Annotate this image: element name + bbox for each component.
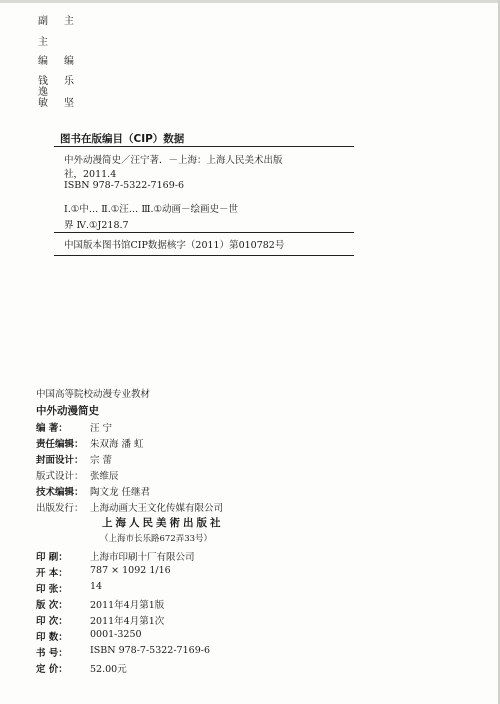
staff-row6-label: 敏 [38, 98, 48, 109]
staff-row4-name: 乐 [64, 76, 74, 87]
edition-value: 2011年4月第1版 [90, 600, 165, 611]
cip-bottom-rule [54, 255, 354, 256]
price-value: 52.00元 [90, 664, 127, 675]
cip-line-1: 中外动漫简史／汪宁著．－上海：上海人民美术出版 [64, 155, 283, 166]
cip-line-3: ISBN 978-7-5322-7169-6 [64, 180, 184, 191]
editor-value: 朱双海 潘 虹 [90, 439, 144, 450]
sheets-label: 印 张： [36, 584, 68, 595]
impression-value: 2011年4月第1次 [90, 616, 165, 627]
cip-line-4: Ⅰ.①中… Ⅱ.①汪… Ⅲ.①动画－绘画史－世 [64, 204, 239, 215]
author-label: 编 著： [36, 423, 68, 434]
format-label: 开 本： [36, 568, 68, 579]
staff-row6-name: 坚 [64, 98, 74, 109]
staff-row5-label: 逸 [38, 87, 48, 98]
publisher-address: （上海市长乐路672弄33号） [100, 534, 213, 544]
publisher-label: 出版发行： [36, 503, 84, 514]
sheets-value: 14 [90, 581, 103, 592]
impression-label: 印 次： [36, 616, 68, 627]
printer-label: 印 刷： [36, 552, 68, 563]
cover-design-value: 宗 蕾 [90, 455, 113, 466]
staff-row1-name: 主 [64, 16, 74, 27]
series-name: 中国高等院校动漫专业教材 [36, 389, 151, 400]
cip-title: 图书在版编目（CIP）数据 [60, 133, 185, 145]
tech-editor-value: 陶文龙 任继君 [90, 487, 151, 498]
isbn-value: ISBN 978-7-5322-7169-6 [90, 645, 210, 656]
author-value: 汪 宁 [90, 423, 113, 434]
publisher-seal-name: 上海人民美術出版社 [102, 517, 224, 529]
format-value: 787 × 1092 1/16 [90, 565, 171, 576]
staff-row4-label: 钱 [38, 76, 48, 87]
staff-row3-name: 编 [64, 56, 74, 67]
copies-value: 0001-3250 [90, 629, 142, 640]
staff-row3-label: 编 [38, 56, 48, 67]
layout-design-value: 张维辰 [90, 471, 119, 482]
publisher-value: 上海动画大王文化传媒有限公司 [90, 503, 224, 514]
scan-border-top [0, 0, 500, 3]
cip-record-number: 中国版本图书馆CIP数据核字（2011）第010782号 [64, 240, 285, 251]
copies-label: 印 数： [36, 632, 68, 643]
tech-editor-label: 技术编辑： [36, 487, 84, 498]
cip-top-rule [54, 146, 354, 147]
cover-design-label: 封面设计： [36, 455, 84, 466]
cip-line-5: 界 Ⅳ.①J218.7 [64, 220, 129, 231]
isbn-label: 书 号： [36, 648, 68, 659]
staff-row2-label: 主 [38, 37, 48, 48]
printer-value: 上海市印刷十厂有限公司 [90, 552, 195, 563]
book-title: 中外动漫简史 [36, 405, 99, 417]
layout-design-label: 版式设计： [36, 471, 84, 482]
editor-label: 责任编辑： [36, 439, 84, 450]
cip-line-2: 社，2011.4 [64, 169, 117, 180]
price-label: 定 价： [36, 664, 68, 675]
cip-middle-rule [54, 232, 354, 233]
edition-label: 版 次： [36, 600, 68, 611]
staff-row1-label: 副 [38, 16, 48, 27]
